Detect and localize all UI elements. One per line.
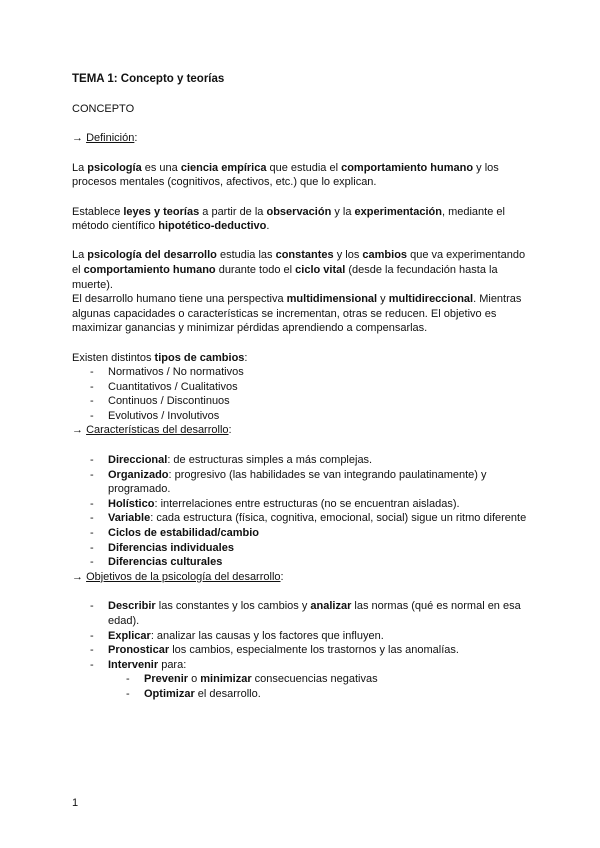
bold-text: leyes y teorías — [123, 205, 200, 218]
list-item — [72, 453, 532, 468]
list-item — [72, 511, 532, 526]
subheading-objetivos: → Objetivos de la psicología del desarrollo: — [72, 570, 284, 583]
bold-text: psicología — [87, 161, 142, 174]
list-caracteristicas — [72, 453, 532, 570]
list-item — [72, 672, 532, 687]
subheading-label: Características del desarrollo — [86, 424, 229, 437]
paragraph-metodo — [72, 205, 532, 234]
arrow-icon: → — [72, 132, 83, 145]
bold-text: ciencia empírica — [180, 161, 267, 174]
text-run: es una — [141, 161, 181, 174]
list-item — [72, 687, 532, 702]
text-run: para: — [158, 658, 187, 671]
bold-text: ciclo vital — [295, 263, 346, 276]
bold-text: Direccional — [108, 454, 168, 467]
arrow-icon: → — [72, 570, 83, 583]
text-run: Existen distintos — [72, 351, 155, 364]
text-run: a partir de la — [199, 205, 267, 218]
text-run: , mediante el método científico — [72, 205, 505, 233]
text-run: : progresivo (las habilidades se van integrando paulatinamente) y programado. — [108, 468, 487, 496]
bold-text: Prevenir — [144, 673, 189, 686]
document-title: TEMA 1: Concepto y teorías — [72, 73, 225, 85]
bold-text: Ciclos de estabilidad/cambio — [108, 527, 259, 540]
subheading-definicion: → Definición: — [72, 132, 138, 145]
list-item — [72, 497, 532, 512]
list-objetivos — [72, 599, 532, 672]
text-run: La — [72, 249, 88, 262]
list-intervenir — [72, 672, 532, 701]
bold-text: Pronosticar — [108, 644, 170, 657]
bold-text: Diferencias culturales — [108, 556, 223, 569]
bold-text: minimizar — [200, 673, 252, 686]
subheading-caracteristicas: → Características del desarrollo: — [72, 424, 232, 437]
text-run: que estudia el — [266, 161, 342, 174]
bold-text: Variable — [108, 512, 151, 525]
list-item — [72, 629, 532, 644]
bold-text: hipotético-deductivo — [158, 220, 267, 233]
paragraph-perspectiva — [72, 292, 532, 336]
section-heading-concepto: CONCEPTO — [72, 102, 135, 115]
bold-text: experimentación — [354, 205, 442, 218]
text-run: (desde la fecundación hasta la muerte). — [72, 263, 498, 291]
text-run: las constantes y los cambios y — [155, 600, 311, 613]
bold-text: observación — [266, 205, 332, 218]
subheading-label: Objetivos de la psicología del desarrollo — [86, 570, 281, 583]
text-run: . Mientras algunas capacidades o características se incrementan, otras se reducen. El objetivo es maximizar ganancias y minimizar pérdidas aprendiendo a compensarlas. — [72, 293, 522, 335]
bold-text: psicología del desarrollo — [87, 249, 217, 262]
page-number: 1 — [72, 797, 79, 809]
bold-text: constantes — [275, 249, 334, 262]
text-run: durante todo el — [215, 263, 296, 276]
text-run: consecuencias negativas — [251, 673, 378, 686]
list-item — [72, 541, 532, 556]
bold-text: comportamiento humano — [341, 161, 474, 174]
list-item — [72, 643, 532, 658]
text-run: o — [188, 673, 201, 686]
text-run: que va experimentando el — [72, 249, 526, 276]
text-run: los cambios, especialmente los trastornos y las anomalías. — [169, 644, 459, 657]
text-run: Establece — [72, 205, 124, 218]
text-run: y — [377, 293, 389, 306]
paragraph-tipos-cambios — [72, 351, 532, 366]
list-item: - Evolutivos / Involutivos — [72, 409, 532, 424]
text-run: El desarrollo humano tiene una perspectiva — [72, 293, 287, 306]
text-run: La — [72, 161, 88, 174]
text-run: y los — [333, 249, 363, 262]
bold-text: Explicar — [108, 629, 151, 642]
bold-text: Organizado — [108, 468, 169, 481]
text-run: y los procesos mentales (cognitivos, afectivos, etc.) que lo explican. — [72, 161, 499, 189]
subheading-label: Definición — [86, 132, 135, 145]
text-run: el desarrollo. — [194, 687, 261, 700]
list-item — [72, 468, 532, 497]
text-run: : — [244, 351, 248, 364]
text-run: : cada estructura (física, cognitiva, emocional, social) sigue un ritmo diferente — [150, 512, 527, 525]
list-item — [72, 526, 532, 541]
list-item: - Cuantitativos / Cualitativos — [72, 380, 532, 395]
list-item: - Normativos / No normativos — [72, 365, 532, 380]
list-item: - Continuos / Discontinuos — [72, 394, 532, 409]
bold-text: Optimizar — [144, 687, 195, 700]
bold-text: multidireccional — [388, 293, 474, 306]
bold-text: tipos de cambios — [154, 351, 245, 364]
list-item — [72, 555, 532, 570]
text-run: : interrelaciones entre estructuras (no se encuentran aisladas). — [154, 497, 460, 510]
document-page — [72, 72, 532, 702]
bold-text: comportamiento humano — [83, 263, 216, 276]
paragraph-psicologia-desarrollo — [72, 248, 532, 292]
bold-text: Diferencias individuales — [108, 541, 234, 554]
bold-text: Holístico — [108, 497, 155, 510]
bold-text: cambios — [362, 249, 408, 262]
text-run: y la — [331, 205, 355, 218]
list-item — [72, 599, 532, 628]
arrow-icon: → — [72, 424, 83, 437]
list-item — [72, 658, 532, 673]
text-run: estudia las — [216, 249, 276, 262]
bold-text: multidimensional — [286, 293, 378, 306]
text-run: : de estructuras simples a más complejas. — [167, 454, 373, 467]
text-run: las normas (qué es normal en esa edad). — [108, 600, 521, 627]
list-tipos-cambios — [72, 365, 532, 423]
text-run: . — [266, 220, 270, 233]
bold-text: analizar — [310, 600, 352, 613]
bold-text: Intervenir — [108, 658, 159, 671]
bold-text: Describir — [108, 600, 156, 613]
paragraph-definicion — [72, 161, 532, 190]
text-run: : analizar las causas y los factores que influyen. — [150, 629, 384, 642]
